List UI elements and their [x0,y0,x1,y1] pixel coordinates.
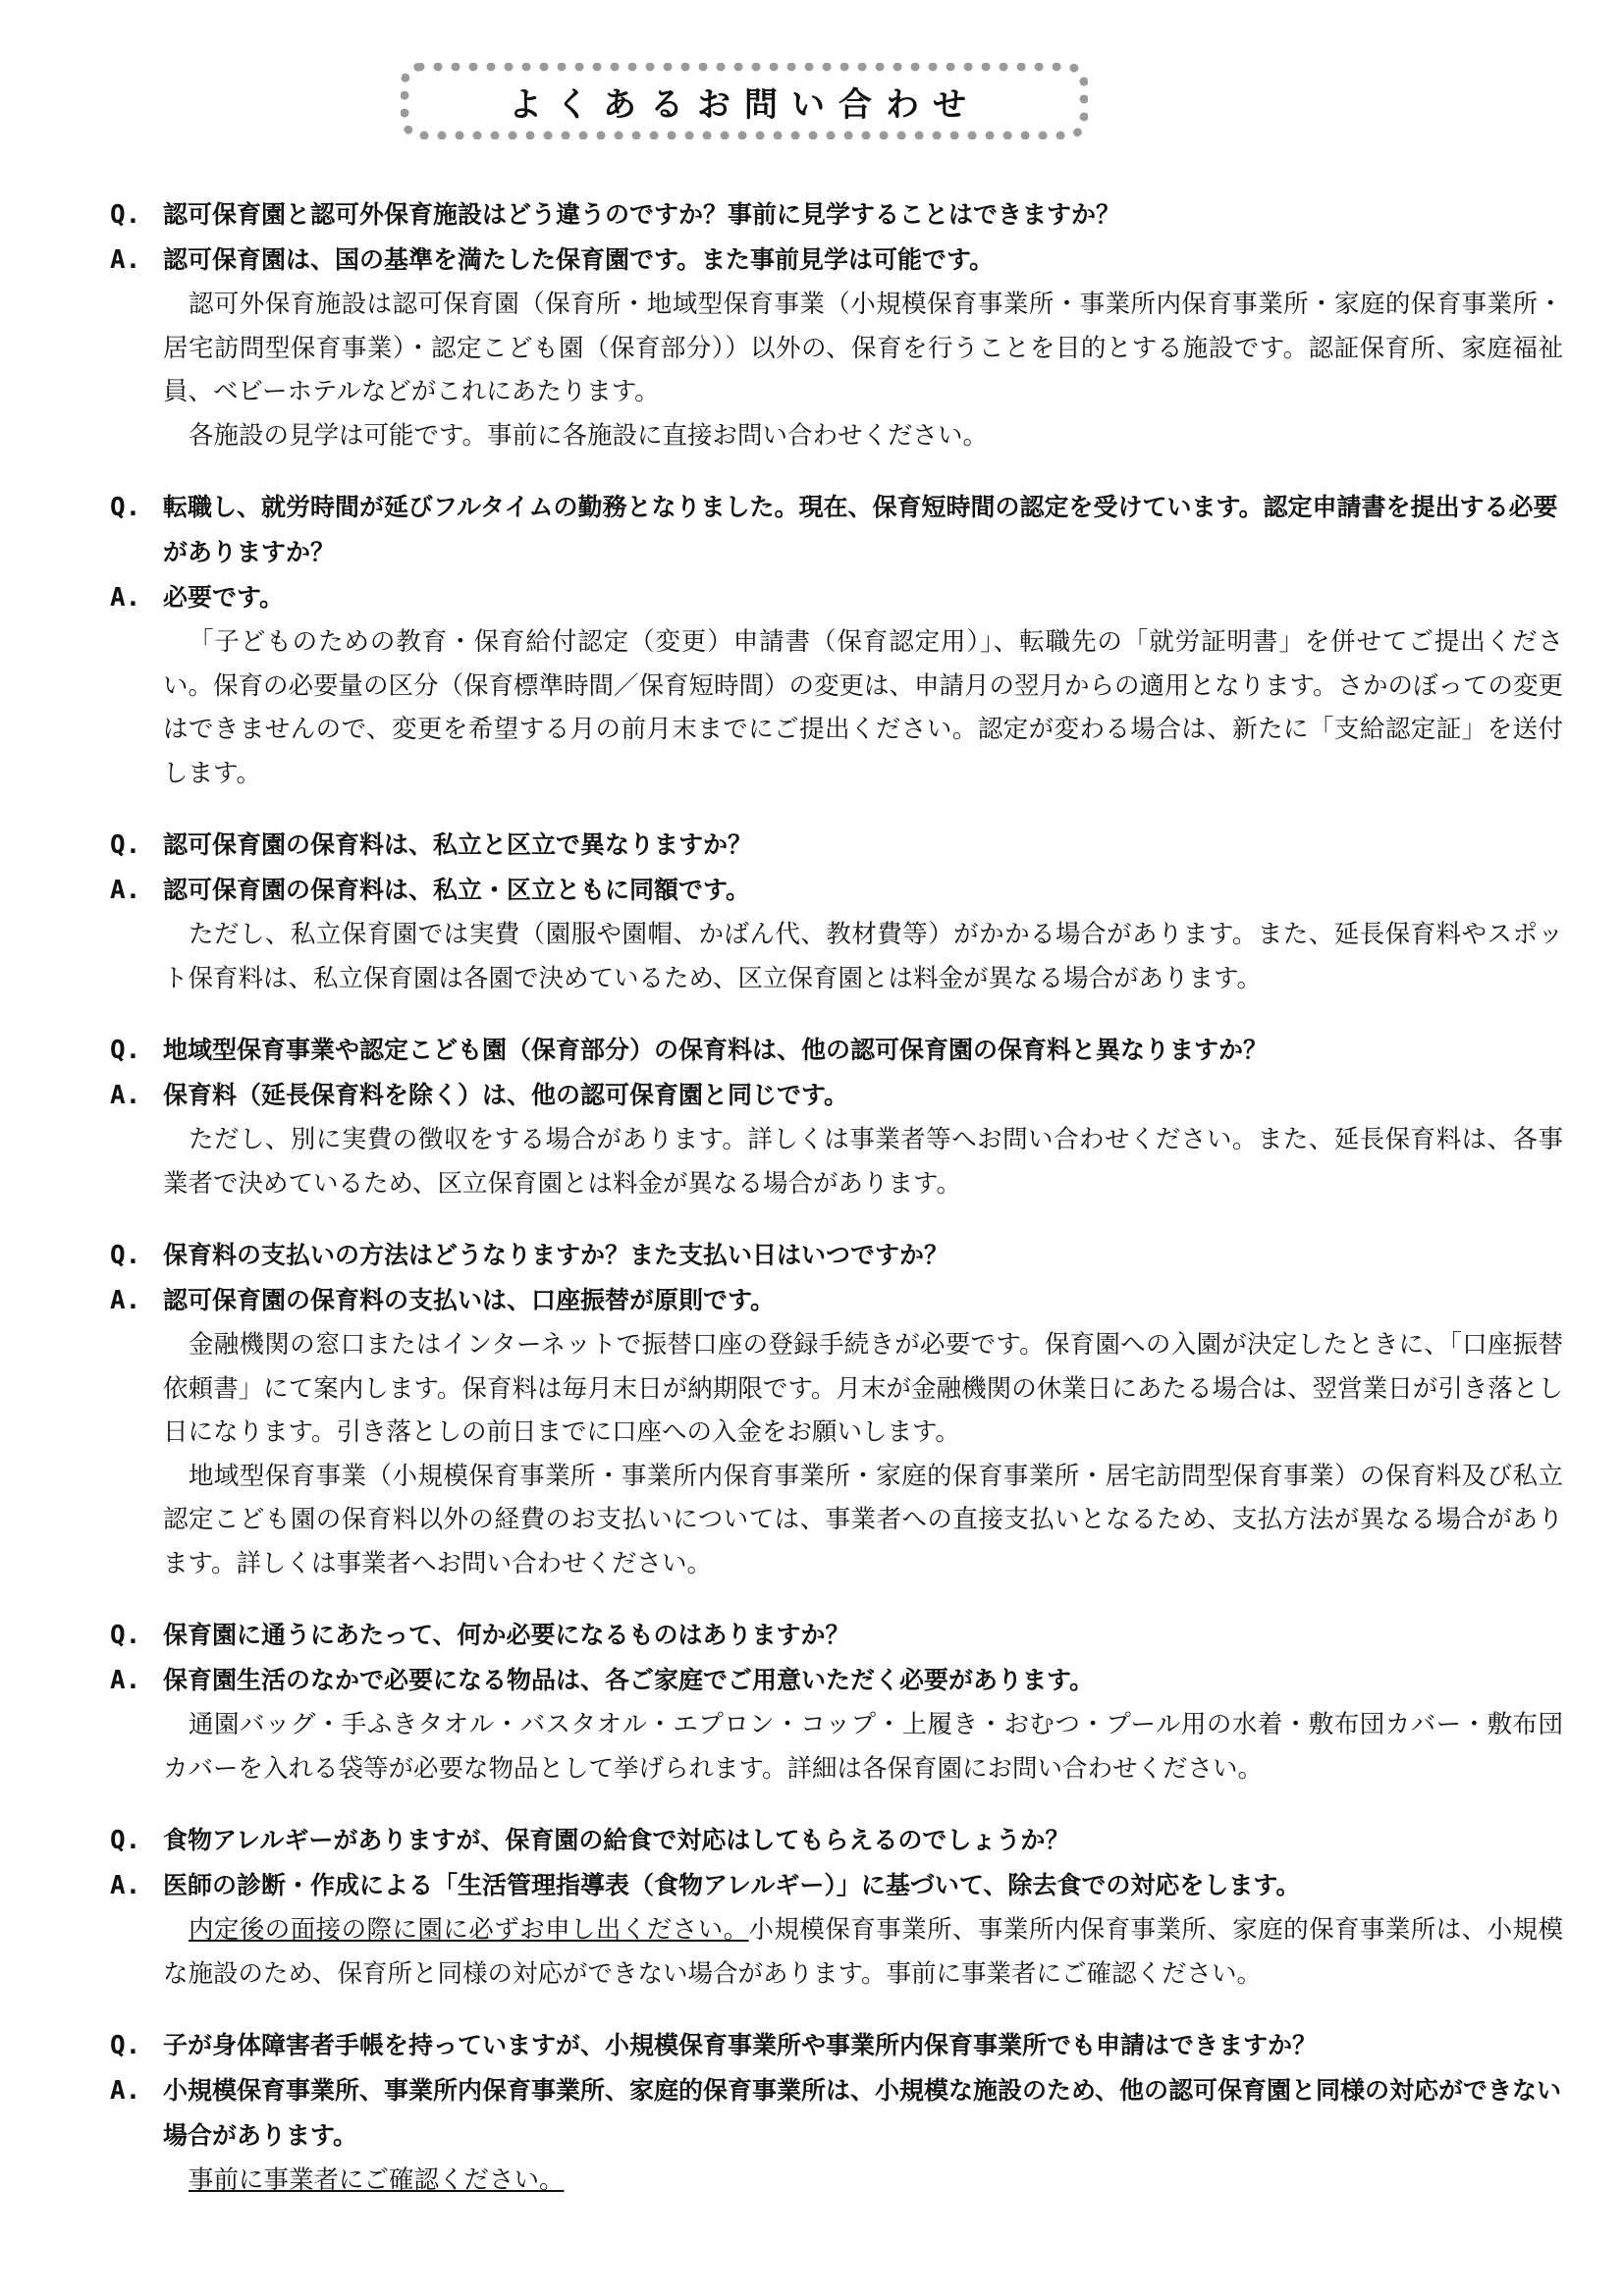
answer-text: 医師の診断・作成による「生活管理指導表（食物アレルギー）」に基づいて、除去食での対応をします。 [163,1871,1301,1899]
answer-label: A. [110,1871,141,1900]
question-text: 認可保育園の保育料は、私立と区立で異なりますか？ [163,830,753,859]
answer-text: 必要です。 [163,583,285,612]
answer-paragraph: 通園バッグ・手ふきタオル・バスタオル・エプロン・コップ・上履き・おむつ・プール用の水着・敷布団カバー・敷布団カバーを入れる袋等が必要な物品として挙げられます。詳細は各保育園にお問い合わせください。 [163,1710,1563,1784]
answer-text: 認可保育園の保育料は、私立・区立ともに同額です。 [163,876,751,904]
answer-body [163,1908,1563,1996]
answer-paragraph: ただし、私立保育園では実費（園服や園帽、かばん代、教材費等）がかかる場合があります。また、延長保育料やスポット保育料は、私立保育園は各園で決めているため、区立保育園とは料金が異なる場合があります。 [163,920,1563,993]
question-row [110,823,1563,868]
answer-paragraph-rest: 小規模保育事業所、事業所内保育事業所、家庭的保育事業所は、小規模な施設のため、保育所と同様の対応ができない場合があります。事前に事業者にご確認ください。 [163,1915,1563,1989]
answer-body [163,283,1563,457]
question-label: Q. [110,1036,141,1065]
question-label: Q. [110,1241,141,1270]
question-row [110,1028,1563,1073]
page-title: よくあるお問い合わせ [509,84,980,125]
answer-paragraph: 金融機関の窓口またはインターネットで振替口座の登録手続きが必要です。保育園への入園が決定したときに、「口座振替依頼書」にて案内します。保育料は毎月末日が納期限です。月末が金融機関の休業日にあたる場合は、翌営業日が引き落とし日になります。引き落としの前日までに口座への入金をお願いします。 [163,1330,1563,1447]
question-text: 保育園に通うにあたって、何か必要になるものはありますか？ [163,1621,850,1649]
question-text: 転職し、就労時間が延びフルタイムの勤務となりました。現在、保育短時間の認定を受けています。認定申請書を提出する必要がありますか？ [163,493,1558,566]
answer-row [110,1863,1563,1908]
faq-item-7 [110,1818,1563,1996]
answer-text: 保育料（延長保育料を除く）は、他の認可保育園と同じです。 [163,1081,849,1109]
answer-label: A. [110,2076,141,2106]
underlined-notice: 事前に事業者にご確認ください。 [189,2165,565,2195]
question-label: Q. [110,200,141,230]
answer-label: A. [110,245,141,275]
answer-paragraph: 認可外保育施設は認可保育園（保育所・地域型保育事業（小規模保育事業所・事業所内保育事業所・家庭的保育事業所・居宅訪問型保育事業）・認定こども園（保育部分））以外の、保育を行うことを目的とする施設です。認証保育所、家庭福祉員、ベビーホテルなどがこれにあたります。 [163,290,1563,406]
faq-item-1 [110,192,1563,457]
answer-body [163,620,1563,795]
answer-paragraph: 「子どものための教育・保育給付認定（変更）申請書（保育認定用）」、転職先の「就労証明書」を併せてご提出ください。保育の必要量の区分（保育標準時間／保育短時間）の変更は、申請月の翌月からの適用となります。さかのぼっての変更はできませんので、変更を希望する月の前月末までにご提出ください。認定が変わる場合は、新たに「支給認定証」を送付します。 [163,627,1563,788]
answer-row [110,2068,1563,2159]
faq-item-8 [110,2023,1563,2203]
answer-body [163,2159,1563,2203]
answer-label: A. [110,1666,141,1695]
question-row [110,1818,1563,1863]
answer-paragraph: ただし、別に実費の徴収をする場合があります。詳しくは事業者等へお問い合わせください。また、延長保育料は、各事業者で決めているため、区立保育園とは料金が異なる場合があります。 [163,1125,1563,1199]
answer-text: 認可保育園は、国の基準を満たした保育園です。また事前見学は可能です。 [163,245,995,274]
answer-paragraph [163,1908,1563,1996]
answer-body [163,1703,1563,1790]
faq-item-4 [110,1028,1563,1205]
underlined-notice: 内定後の面接の際に園に必ずお申し出ください。 [189,1915,749,1945]
answer-body [163,1323,1563,1585]
faq-item-3 [110,823,1563,1000]
answer-text: 小規模保育事業所、事業所内保育事業所、家庭的保育事業所は、小規模な施設のため、他の認可保育園と同様の対応ができない場合があります。 [163,2076,1562,2150]
answer-label: A. [110,876,141,905]
answer-row [110,1278,1563,1323]
answer-paragraph [163,2159,1563,2203]
question-row [110,192,1563,238]
question-text: 認可保育園と認可外保育施設はどう違うのですか？事前に見学することはできますか？ [163,200,1121,229]
answer-text: 保育園生活のなかで必要になる物品は、各ご家庭でご用意いただく必要があります。 [163,1666,1095,1694]
faq-item-2 [110,485,1563,795]
question-label: Q. [110,493,141,522]
question-label: Q. [110,830,141,860]
question-label: Q. [110,1826,141,1855]
answer-label: A. [110,1081,141,1110]
question-label: Q. [110,2031,141,2060]
question-text: 地域型保育事業や認定こども園（保育部分）の保育料は、他の認可保育園の保育料と異なりますか？ [163,1036,1269,1064]
question-text: 食物アレルギーがありますが、保育園の給食で対応はしてもらえるのでしょうか？ [163,1826,1070,1854]
question-label: Q. [110,1621,141,1650]
answer-label: A. [110,1286,141,1315]
faq-item-5 [110,1233,1563,1585]
faq-list [110,192,1563,2230]
answer-row [110,1073,1563,1118]
question-row [110,485,1563,575]
answer-body [163,913,1563,1000]
question-row [110,1233,1563,1278]
faq-item-6 [110,1613,1563,1790]
question-row [110,2023,1563,2068]
question-row [110,1613,1563,1658]
answer-text: 認可保育園の保育料の支払いは、口座振替が原則です。 [163,1286,776,1314]
answer-paragraph: 各施設の見学は可能です。事前に各施設に直接お問い合わせください。 [189,420,988,451]
answer-row [110,868,1563,913]
answer-row [110,1658,1563,1703]
answer-body [163,1118,1563,1205]
answer-row [110,575,1563,620]
answer-paragraph: 地域型保育事業（小規模保育事業所・事業所内保育事業所・家庭的保育事業所・居宅訪問型保育事業）の保育料及び私立認定こども園の保育料以外の経費のお支払いについては、事業者への直接支払いとなるため、支払方法が異なる場合があります。詳しくは事業者へお問い合わせください。 [163,1461,1563,1578]
question-text: 子が身体障害者手帳を持っていますが、小規模保育事業所や事業所内保育事業所でも申請はできますか？ [163,2031,1318,2059]
page-title-box [401,63,1088,139]
answer-row [110,238,1563,283]
question-text: 保育料の支払いの方法はどうなりますか？また支払い日はいつですか？ [163,1241,949,1269]
answer-label: A. [110,583,141,613]
